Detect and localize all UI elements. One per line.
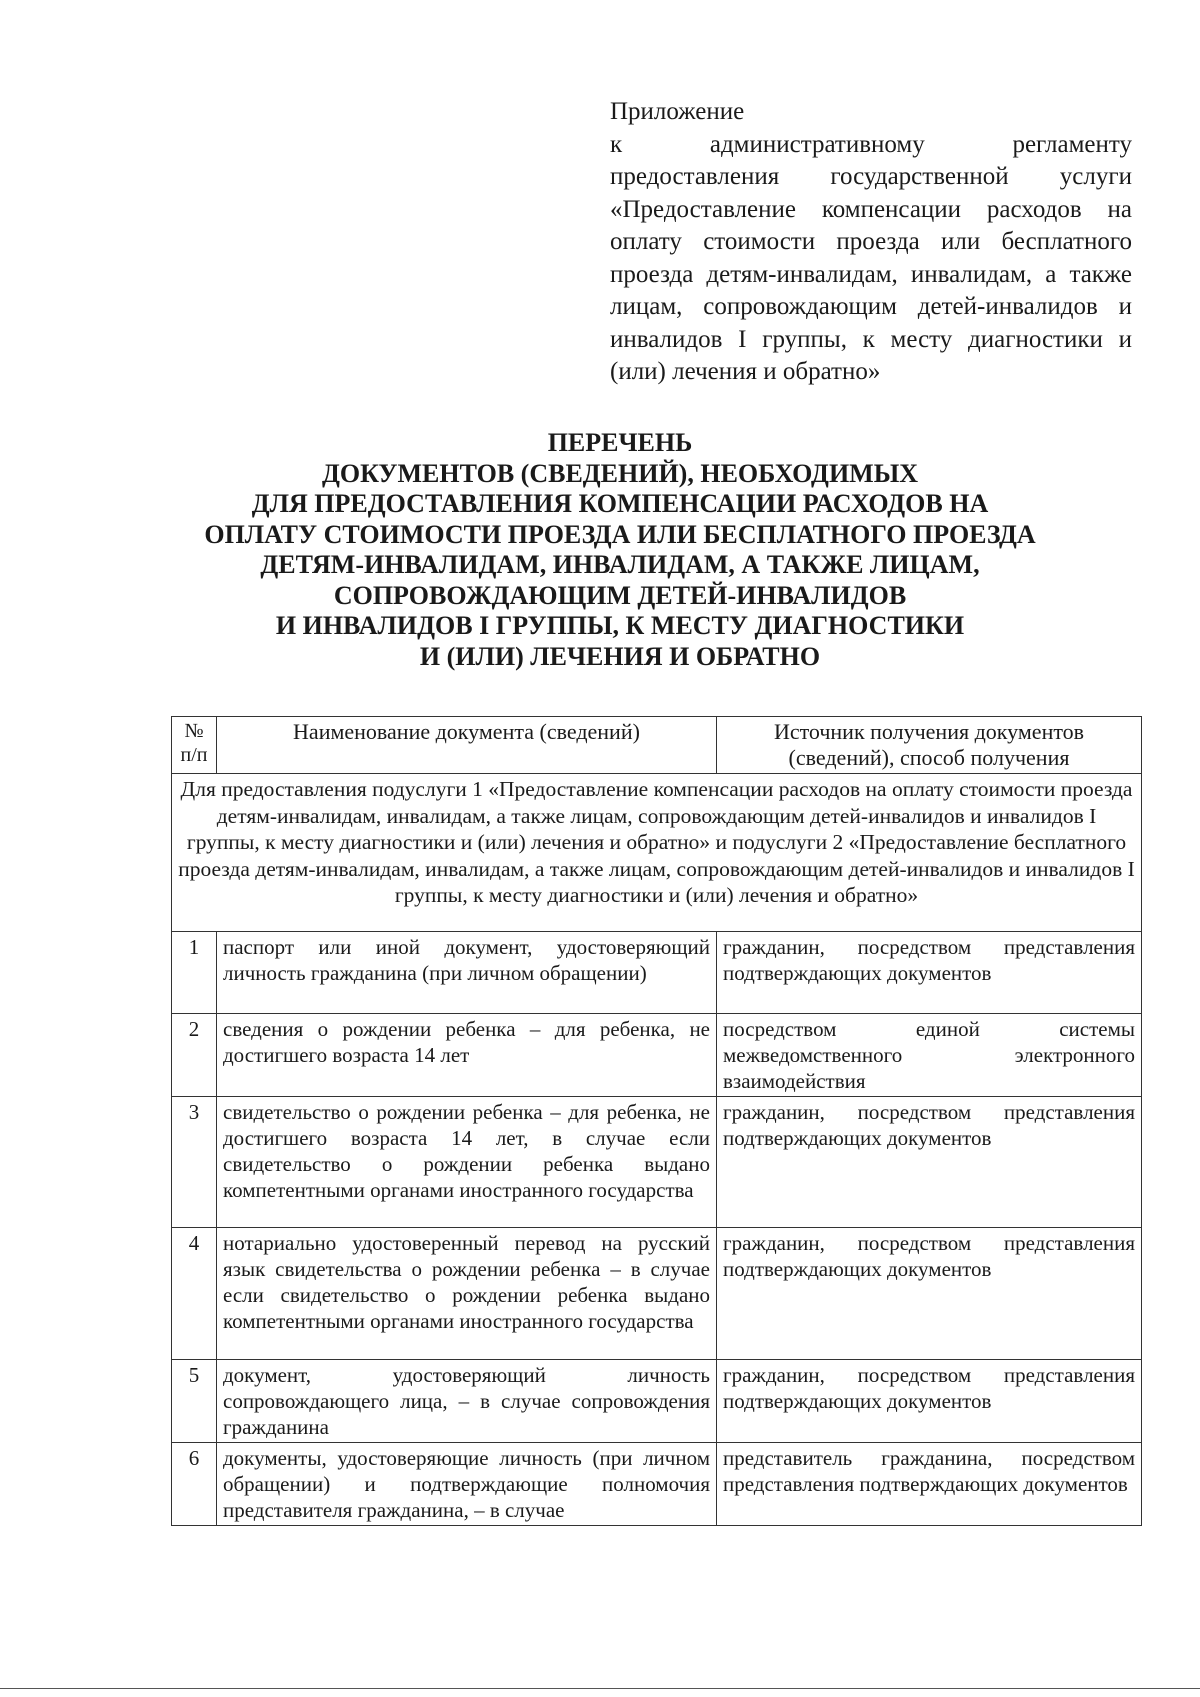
table-section-row bbox=[172, 774, 1142, 932]
row-number: 6 bbox=[172, 1443, 217, 1526]
row-document: сведения о рождении ребенка – для ребенка, не достигшего возраста 14 лет bbox=[217, 1014, 717, 1097]
row-document: документы, удостоверяющие личность (при личном обращении) и подтверждающие полномочия представителя гражданина, – в случае bbox=[217, 1443, 717, 1526]
section-caption: Для предоставления подуслуги 1 «Предоставление компенсации расходов на оплату стоимости проезда детям-инвалидам, инвалидам, а также лицам, сопровождающим детей-инвалидов и инвалидов I группы, к месту диагностики и (или) лечения и обратно» и подуслуги 2 «Предоставление бесплатного проезда детям-инвалидам, инвалидам, а также лицам, сопровождающим детей-инвалидов и инвалидов I группы, к месту диагностики и (или) лечения и обратно» bbox=[172, 774, 1142, 932]
row-number: 1 bbox=[172, 932, 217, 1014]
appendix-text: к административному регламенту предоставления государственной услуги «Предоставление компенсации расходов на оплату стоимости проезда или бесплатного проезда детям-инвалидам, инвалидам, а также лицам, сопровождающим детей-инвалидов и инвалидов I группы, к месту диагностики и (или) лечения и обратно» bbox=[610, 130, 1132, 385]
table-row bbox=[172, 1443, 1142, 1526]
header-number: № п/п bbox=[172, 717, 217, 774]
document-title bbox=[150, 428, 1090, 672]
title-line: ПЕРЕЧЕНЬ bbox=[547, 428, 693, 457]
table-row bbox=[172, 1228, 1142, 1360]
appendix-label: Приложение bbox=[610, 98, 745, 125]
row-source: гражданин, посредством представления подтверждающих документов bbox=[717, 1228, 1142, 1360]
row-source: посредством единой системы межведомственного электронного взаимодействия bbox=[717, 1014, 1142, 1097]
row-source: гражданин, посредством представления подтверждающих документов bbox=[717, 932, 1142, 1014]
documents-table bbox=[171, 716, 1142, 1526]
table-row bbox=[172, 1097, 1142, 1228]
table-row bbox=[172, 932, 1142, 1014]
row-number: 4 bbox=[172, 1228, 217, 1360]
header-document-name: Наименование документа (сведений) bbox=[217, 717, 717, 774]
row-document: документ, удостоверяющий личность сопровождающего лица, – в случае сопровождения гражданина bbox=[217, 1360, 717, 1443]
table-header-row bbox=[172, 717, 1142, 774]
header-source: Источник получения документов (сведений), способ получения bbox=[717, 717, 1142, 774]
row-number: 3 bbox=[172, 1097, 217, 1228]
title-line: ДЛЯ ПРЕДОСТАВЛЕНИЯ КОМПЕНСАЦИИ РАСХОДОВ НА bbox=[251, 489, 989, 518]
title-line: СОПРОВОЖДАЮЩИМ ДЕТЕЙ-ИНВАЛИДОВ bbox=[333, 580, 907, 610]
appendix-block bbox=[610, 96, 1132, 389]
title-line: ОПЛАТУ СТОИМОСТИ ПРОЕЗДА ИЛИ БЕСПЛАТНОГО ПРОЕЗДА bbox=[204, 519, 1036, 549]
table-row bbox=[172, 1360, 1142, 1443]
title-line: И ИНВАЛИДОВ I ГРУППЫ, К МЕСТУ ДИАГНОСТИКИ bbox=[275, 611, 965, 640]
row-number: 2 bbox=[172, 1014, 217, 1097]
page-bottom-rule bbox=[0, 1688, 1200, 1689]
row-document: нотариально удостоверенный перевод на русский язык свидетельства о рождении ребенка – в случае если свидетельство о рождении ребенка выдано компетентными органами иностранного государства bbox=[217, 1228, 717, 1360]
row-source: представитель гражданина, посредством представления подтверждающих документов bbox=[717, 1443, 1142, 1526]
title-line: ДЕТЯМ-ИНВАЛИДАМ, ИНВАЛИДАМ, А ТАКЖЕ ЛИЦАМ, bbox=[260, 550, 980, 579]
row-source: гражданин, посредством представления подтверждающих документов bbox=[717, 1360, 1142, 1443]
row-number: 5 bbox=[172, 1360, 217, 1443]
row-document: паспорт или иной документ, удостоверяющий личность гражданина (при личном обращении) bbox=[217, 932, 717, 1014]
row-source: гражданин, посредством представления подтверждающих документов bbox=[717, 1097, 1142, 1228]
title-line: И (ИЛИ) ЛЕЧЕНИЯ И ОБРАТНО bbox=[419, 641, 821, 671]
title-line: ДОКУМЕНТОВ (СВЕДЕНИЙ), НЕОБХОДИМЫХ bbox=[321, 458, 919, 488]
table-row bbox=[172, 1014, 1142, 1097]
row-document: свидетельство о рождении ребенка – для ребенка, не достигшего возраста 14 лет, в случае если свидетельство о рождении ребенка выдано компетентными органами иностранного государства bbox=[217, 1097, 717, 1228]
